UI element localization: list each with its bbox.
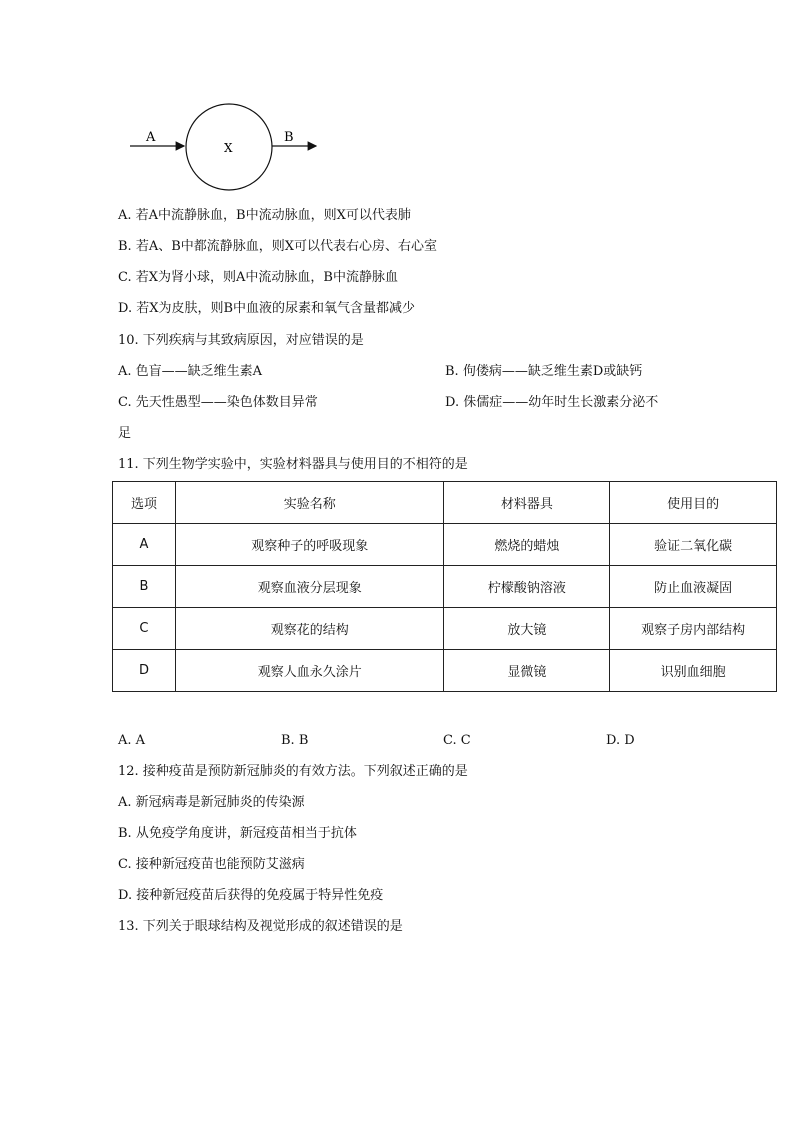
q12-option-b: B. 从免疫学角度讲，新冠疫苗相当于抗体 xyxy=(118,826,357,841)
table-cell: D xyxy=(113,650,176,692)
table-header-row xyxy=(113,482,777,524)
table-cell: 观察种子的呼吸现象 xyxy=(175,524,444,566)
table-cell: 观察血液分层现象 xyxy=(175,566,444,608)
q9-option-d: D. 若X为皮肤，则B中血液的尿素和氧气含量都减少 xyxy=(118,301,416,316)
table-cell: 显微镜 xyxy=(444,650,610,692)
table-cell: A xyxy=(113,524,176,566)
q11-option-b: B. B xyxy=(281,733,309,748)
table-cell: 放大镜 xyxy=(444,608,610,650)
table-cell: 验证二氧化碳 xyxy=(610,524,777,566)
q10-option-c: C. 先天性愚型——染色体数目异常 xyxy=(118,395,318,410)
label-b: B xyxy=(284,130,294,145)
table-cell: 观察人血永久涂片 xyxy=(175,650,444,692)
q11-option-d: D. D xyxy=(606,733,635,748)
q11-option-c: C. C xyxy=(443,733,471,748)
q9-option-a: A. 若A中流静脉血，B中流动脉血，则X可以代表肺 xyxy=(118,208,411,223)
q12-option-d: D. 接种新冠疫苗后获得的免疫属于特异性免疫 xyxy=(118,888,384,903)
experiment-table xyxy=(112,481,777,692)
header-materials: 材料器具 xyxy=(444,482,610,524)
table-cell: B xyxy=(113,566,176,608)
table-cell: 防止血液凝固 xyxy=(610,566,777,608)
q10-stem: 10. 下列疾病与其致病原因，对应错误的是 xyxy=(118,333,364,348)
table-cell: 观察花的结构 xyxy=(175,608,444,650)
table-cell: 观察子房内部结构 xyxy=(610,608,777,650)
header-option: 选项 xyxy=(113,482,176,524)
q10-option-d-wrap: 足 xyxy=(118,426,132,441)
label-a: A xyxy=(146,130,156,145)
q10-option-a: A. 色盲——缺乏维生素A xyxy=(118,364,263,379)
table-cell: 柠檬酸钠溶液 xyxy=(444,566,610,608)
table-cell: C xyxy=(113,608,176,650)
q11-stem: 11. 下列生物学实验中，实验材料器具与使用目的不相符的是 xyxy=(118,457,468,472)
header-purpose: 使用目的 xyxy=(610,482,777,524)
table-row xyxy=(113,566,777,608)
table-row xyxy=(113,524,777,566)
q12-option-a: A. 新冠病毒是新冠肺炎的传染源 xyxy=(118,795,305,810)
header-experiment: 实验名称 xyxy=(175,482,444,524)
q12-stem: 12. 接种疫苗是预防新冠肺炎的有效方法。下列叙述正确的是 xyxy=(118,764,468,779)
q13-stem: 13. 下列关于眼球结构及视觉形成的叙述错误的是 xyxy=(118,919,403,934)
q9-option-c: C. 若X为肾小球，则A中流动脉血，B中流静脉血 xyxy=(118,270,398,285)
table-cell: 燃烧的蜡烛 xyxy=(444,524,610,566)
q9-option-b: B. 若A、B中都流静脉血，则X可以代表右心房、右心室 xyxy=(118,239,438,254)
q10-option-b: B. 佝偻病——缺乏维生素D或缺钙 xyxy=(445,364,643,379)
q11-option-a: A. A xyxy=(118,733,146,748)
table-row xyxy=(113,650,777,692)
label-x: X xyxy=(224,141,233,155)
table-row xyxy=(113,608,777,650)
table-cell: 识别血细胞 xyxy=(610,650,777,692)
q10-option-d: D. 侏儒症——幼年时生长激素分泌不 xyxy=(445,395,659,410)
q12-option-c: C. 接种新冠疫苗也能预防艾滋病 xyxy=(118,857,305,872)
blood-flow-diagram xyxy=(120,95,340,195)
